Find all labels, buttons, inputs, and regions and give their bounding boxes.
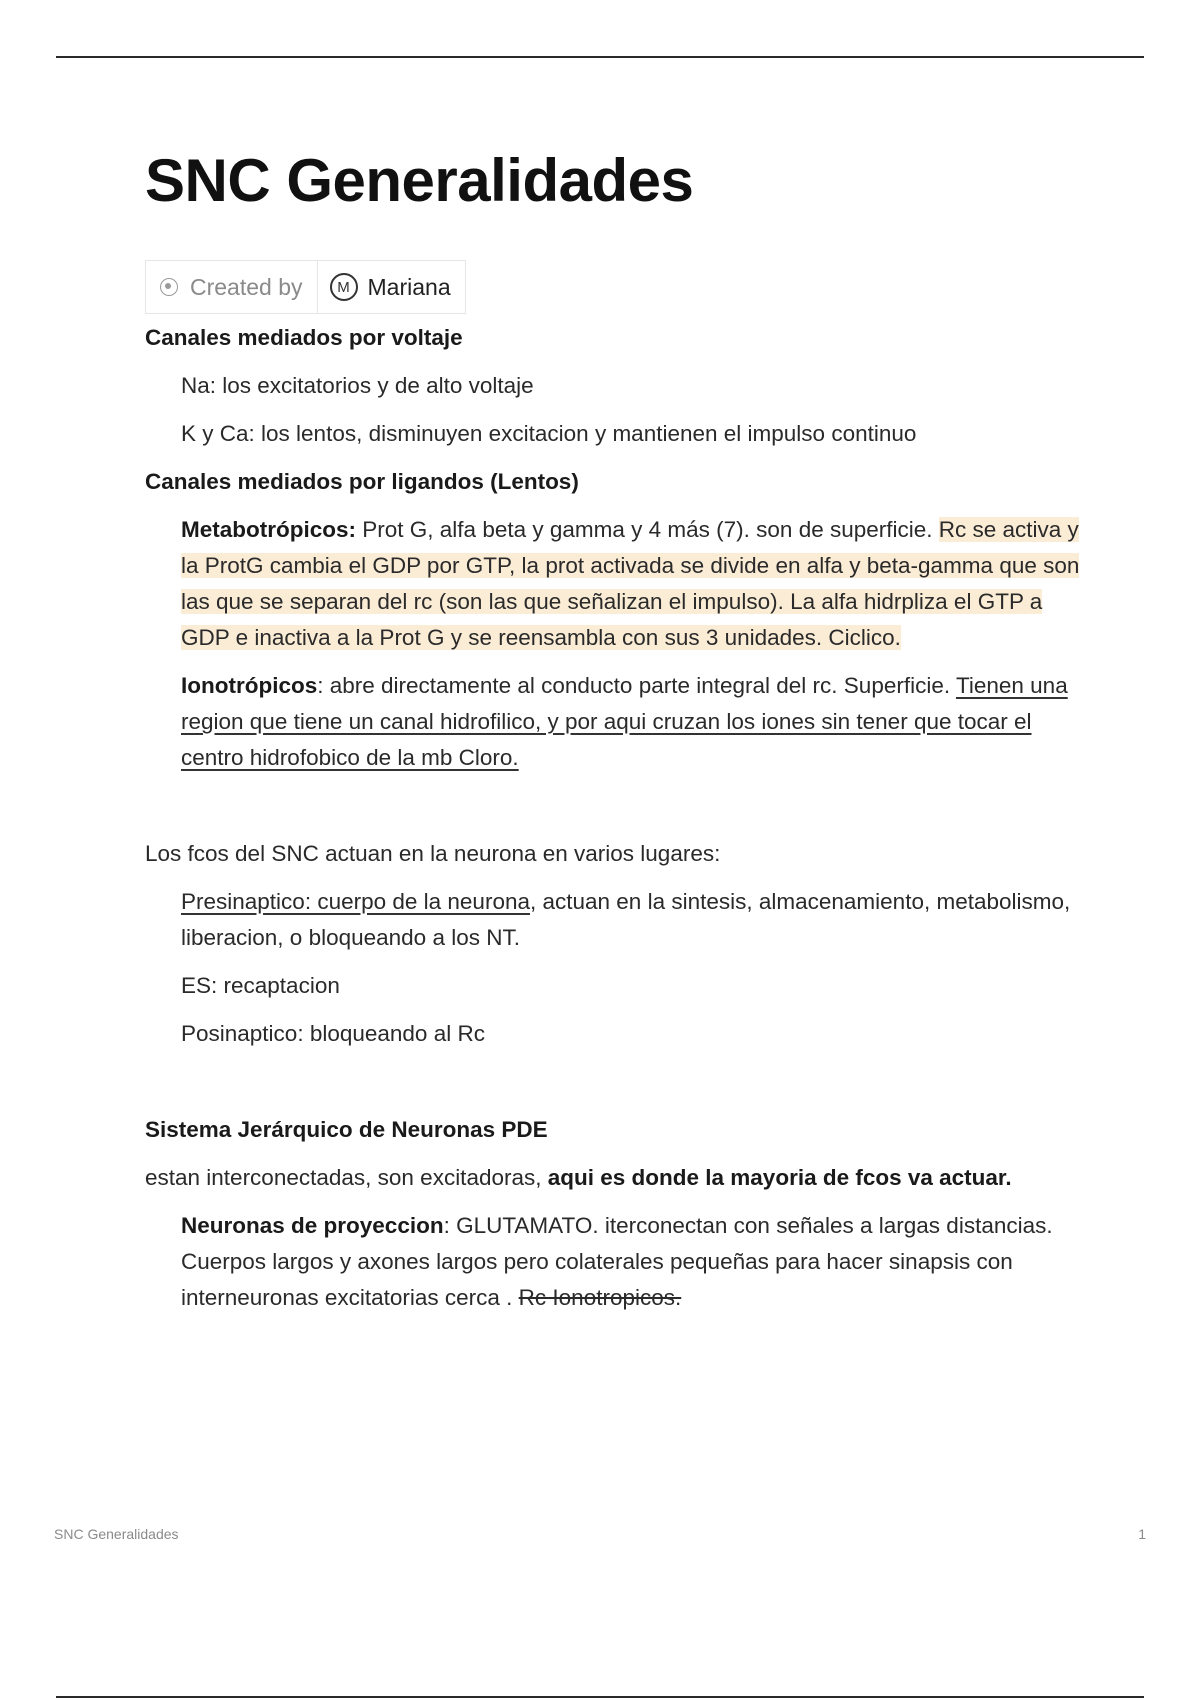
paragraph-presinaptico xyxy=(181,884,1095,956)
page-footer xyxy=(54,1526,1146,1542)
top-rule xyxy=(56,56,1144,58)
voltaje-item-kca: K y Ca: los lentos, disminuyen excitacion y mantienen el impulso continuo xyxy=(181,421,917,446)
property-value[interactable] xyxy=(318,261,465,313)
footer-title: SNC Generalidades xyxy=(54,1526,179,1542)
page-content xyxy=(145,140,1095,1316)
fcos-intro: Los fcos del SNC actuan en la neurona en varios lugares: xyxy=(145,841,721,866)
ionotropicos-label: Ionotrópicos xyxy=(181,673,318,698)
heading-ligandos: Canales mediados por ligandos (Lentos) xyxy=(145,469,579,494)
jerarquico-bold: aqui es donde la mayoria de fcos va actuar. xyxy=(547,1165,1012,1190)
heading-voltaje: Canales mediados por voltaje xyxy=(145,325,463,350)
spacer xyxy=(145,1052,1095,1112)
paragraph-es: ES: recaptacion xyxy=(181,973,340,998)
footer-page-number: 1 xyxy=(1138,1526,1146,1542)
paragraph-posinaptico: Posinaptico: bloqueando al Rc xyxy=(181,1021,485,1046)
metabotropicos-label: Metabotrópicos: xyxy=(181,517,357,542)
proyeccion-strike: Rc Ionotropicos. xyxy=(518,1285,682,1310)
paragraph-proyeccion xyxy=(181,1208,1095,1316)
property-created-by xyxy=(145,260,466,314)
voltaje-item-na: Na: los excitatorios y de alto voltaje xyxy=(181,373,534,398)
metabotropicos-text: Prot G, alfa beta y gamma y 4 más (7). son de superficie. xyxy=(356,517,939,542)
proyeccion-text: : GLUTAMATO. iterconectan con señales a largas distancias. Cuerpos largos y axones largos pero colaterales pequeñas para hacer sinapsis con interneuronas excitatorias cerca . xyxy=(181,1213,1053,1310)
author-name: Mariana xyxy=(367,273,451,300)
presinaptico-underline: Presinaptico: cuerpo de la neurona xyxy=(181,889,530,914)
heading-jerarquico: Sistema Jerárquico de Neuronas PDE xyxy=(145,1117,548,1142)
jerarquico-text: estan interconectadas, son excitadoras, xyxy=(145,1165,548,1190)
avatar: M xyxy=(330,273,358,301)
person-icon xyxy=(160,278,178,296)
property-key xyxy=(146,261,318,313)
created-by-label: Created by xyxy=(190,273,303,300)
ionotropicos-underline: Tienen una region que tiene un canal hidrofilico, y por aqui cruzan los iones sin tener que tocar el centro hidrofobico de la mb Cloro. xyxy=(181,673,1068,770)
page-title: SNC Generalidades xyxy=(145,147,694,214)
bottom-rule xyxy=(56,1696,1144,1698)
metabotropicos-highlight: Rc se activa y la ProtG cambia el GDP por GTP, la prot activada se divide en alfa y beta-gamma que son las que se separan del rc (son las que señalizan el impulso). La alfa hidrpliza el GTP a GDP e inactiva a la Prot G y se reensambla con sus 3 unidades. Ciclico. xyxy=(181,517,1080,650)
proyeccion-label: Neuronas de proyeccion xyxy=(181,1213,444,1238)
presinaptico-rest: , actuan en la sintesis, almacenamiento, metabolismo, liberacion, o bloqueando a los NT. xyxy=(181,889,1071,950)
ionotropicos-text: : abre directamente al conducto parte integral del rc. Superficie. xyxy=(317,673,956,698)
paragraph-jerarquico xyxy=(145,1160,1095,1196)
paragraph-metabotropicos xyxy=(181,512,1095,656)
paragraph-ionotropicos xyxy=(181,668,1095,776)
spacer xyxy=(145,776,1095,836)
